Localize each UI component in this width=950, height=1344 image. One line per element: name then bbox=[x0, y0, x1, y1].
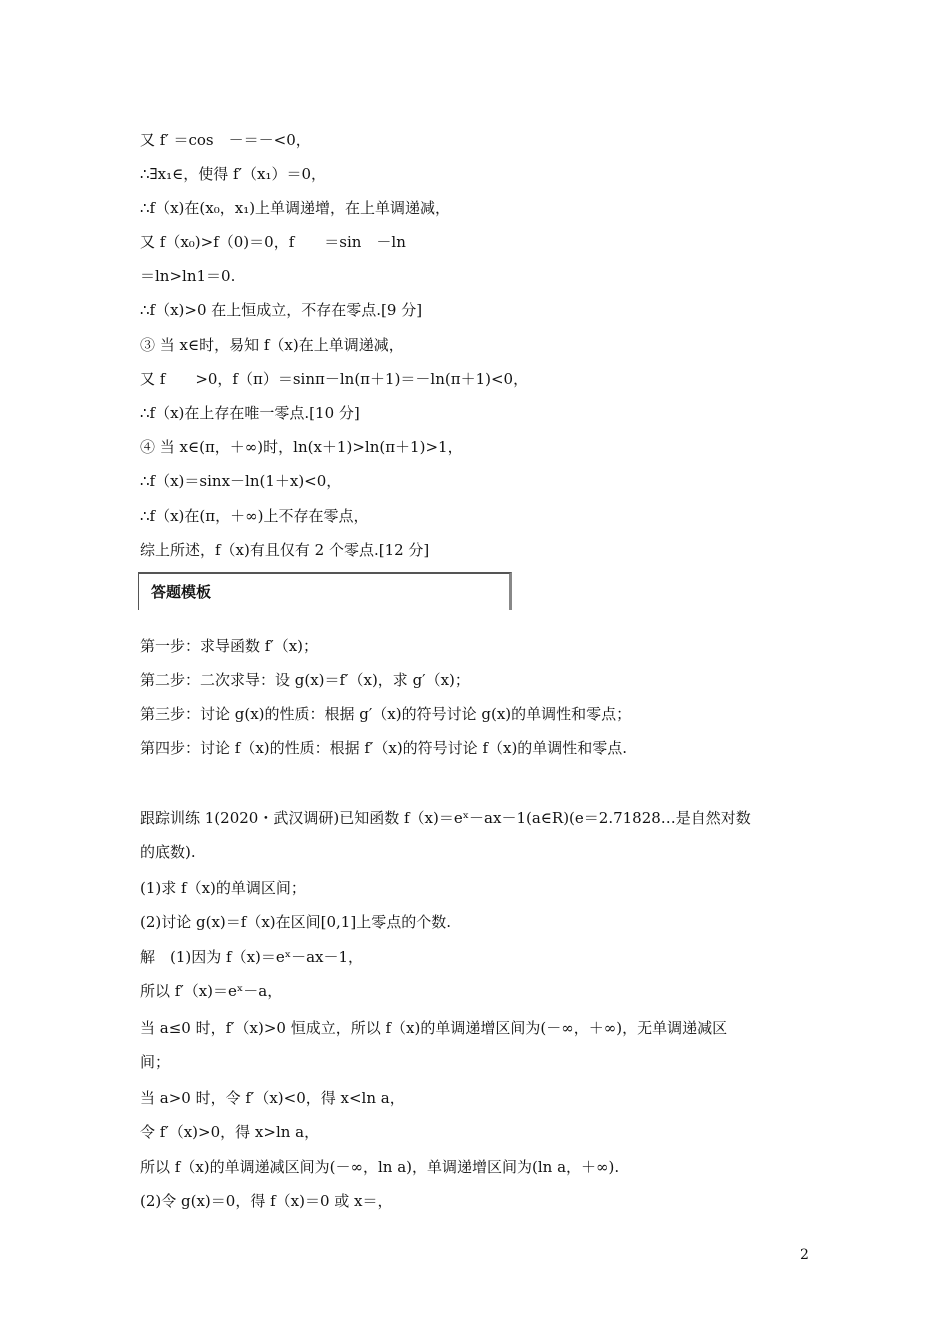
solution-line: 间； bbox=[140, 1053, 171, 1071]
solution-line: (2)令 g(x)＝0，得 f（x)＝0 或 x＝， bbox=[140, 1192, 393, 1210]
solution-line: 当 a≤0 时，f′（x)>0 恒成立，所以 f（x)的单调递增区间为(－∞，＋∞)，无单调递减区 bbox=[140, 1019, 728, 1037]
solution-line: 令 f′（x)>0，得 x>ln a， bbox=[140, 1123, 320, 1141]
template-step: 第二步：二次求导：设 g(x)＝f′（x)，求 g′（x)； bbox=[140, 671, 470, 689]
exercise-statement: 跟踪训练 1(2020・武汉调研)已知函数 f（x)＝eˣ－ax－1(a∈R)(e＝2.71828…是自然对数 bbox=[140, 809, 751, 827]
text-line: ④ 当 x∈(π，＋∞)时，ln(x＋1)>ln(π＋1)>1， bbox=[140, 438, 463, 456]
template-step: 第一步：求导函数 f′（x)； bbox=[140, 637, 319, 655]
text-line: ③ 当 x∈时，易知 f（x)在上单调递减， bbox=[140, 336, 404, 354]
text-line: ∴∃x₁∈，使得 f′（x₁）＝0， bbox=[140, 165, 326, 183]
text-line: 综上所述，f（x)有且仅有 2 个零点.[12 分] bbox=[140, 541, 430, 559]
text-line: ∴f（x)>0 在上恒成立，不存在零点.[9 分] bbox=[140, 301, 423, 319]
template-box-title: 答题模板 bbox=[151, 583, 212, 601]
page-number: 2 bbox=[800, 1247, 809, 1263]
text-line: ∴f（x)在(x₀，x₁)上单调递增，在上单调递减， bbox=[140, 199, 451, 217]
solution-line: 所以 f′（x)＝eˣ－a， bbox=[140, 982, 283, 1000]
text-line: ∴f（x)＝sinx－ln(1＋x)<0， bbox=[140, 472, 342, 490]
exercise-question-2: (2)讨论 g(x)＝f（x)在区间[0,1]上零点的个数. bbox=[140, 913, 451, 931]
text-line: 又 f >0，f（π）＝sinπ－ln(π＋1)＝－ln(π＋1)<0， bbox=[140, 370, 529, 388]
template-step: 第三步：讨论 g(x)的性质：根据 g′（x)的符号讨论 g(x)的单调性和零点； bbox=[140, 705, 632, 723]
solution-line: 所以 f（x)的单调递减区间为(－∞，ln a)，单调递增区间为(ln a，＋∞). bbox=[140, 1158, 620, 1176]
template-step: 第四步：讨论 f（x)的性质：根据 f′（x)的符号讨论 f（x)的单调性和零点. bbox=[140, 739, 628, 757]
exercise-question-1: (1)求 f（x)的单调区间； bbox=[140, 879, 306, 897]
solution-line: 解 (1)因为 f（x)＝eˣ－ax－1， bbox=[140, 948, 364, 966]
text-line: 又 f（x₀)>f（0)＝0，f ＝sin －ln bbox=[140, 233, 406, 251]
text-line: ∴f（x)在(π，＋∞)上不存在零点， bbox=[140, 507, 369, 525]
text-line: 又 f′ ＝cos －＝－<0， bbox=[140, 131, 311, 149]
template-box bbox=[138, 572, 512, 610]
text-line: ∴f（x)在上存在唯一零点.[10 分] bbox=[140, 404, 360, 422]
text-line: ＝ln>ln1＝0. bbox=[140, 267, 236, 285]
solution-line: 当 a>0 时，令 f′（x)<0，得 x<ln a， bbox=[140, 1089, 405, 1107]
exercise-statement-cont: 的底数). bbox=[140, 843, 196, 861]
